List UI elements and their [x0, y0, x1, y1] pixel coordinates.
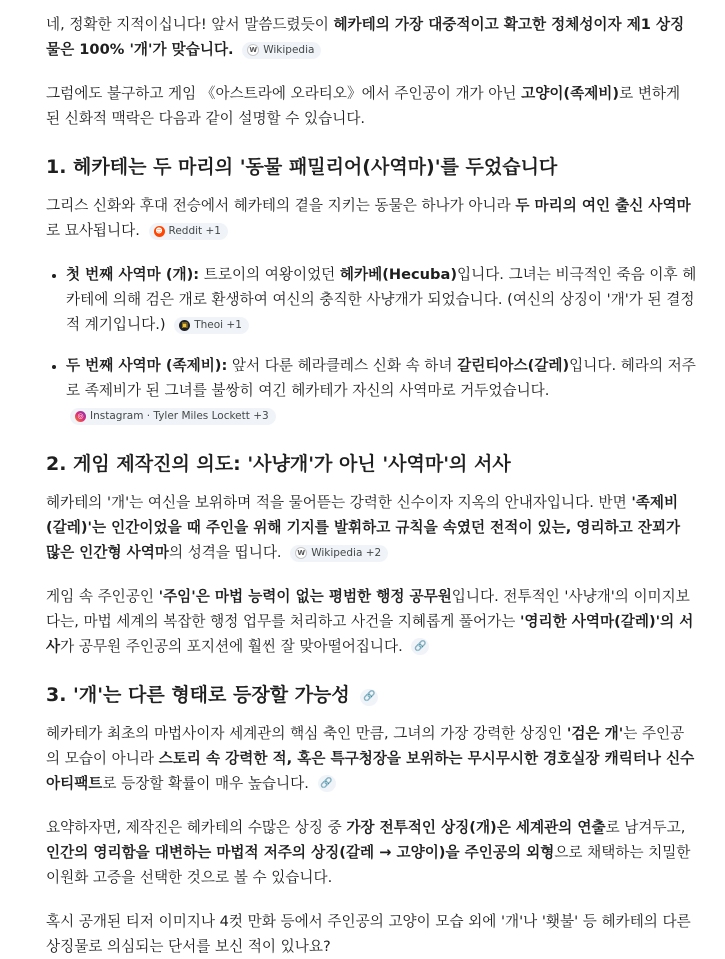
- paragraph-intro: 네, 정확한 지적이십니다! 앞서 말씀드렸듯이 헤카테의 가장 대중적이고 확고한 정체성이자 제1 상징물은 100% '개'가 맞습니다. W Wikipedia: [46, 16, 685, 58]
- wikipedia-icon: W: [247, 44, 259, 56]
- source-chip-theoi[interactable]: ▣ Theoi +1: [174, 317, 249, 334]
- paragraph-section-2a: 헤카테의 '개'는 여신을 보위하며 적을 물어뜯는 강력한 신수이자 지옥의 안내자입니다. 반면 '족제비(갈레)'는 인간이었을 때 주인을 위해 기지를 발휘하고 규칙을 속였던 전적이 있는, 영리하고 잔꾀가 많은 인간형 사역마의 성격을 띱니다. W Wikipedia +2: [46, 494, 681, 561]
- source-chip-wikipedia[interactable]: W Wikipedia: [242, 42, 321, 59]
- heading-section-3: 3. '개'는 다른 형태로 등장할 가능성 🔗: [46, 681, 697, 709]
- link-icon[interactable]: 🔗: [318, 775, 336, 792]
- list-item: • 첫 번째 사역마 (개): 트로이의 여왕이었던 헤카베(Hecuba)입니다. 그녀는 비극적인 죽음 이후 헤카테에 의해 검은 개로 환생하여 여신의 충직한 사냥개가 되었습니다. (여신의 상징이 '개'가 된 결정적 계기입니다.) ▣ Theoi +1: [66, 262, 697, 337]
- paragraph-section-3: 헤카테가 최초의 마법사이자 세계관의 핵심 축인 만큼, 그녀의 가장 강력한 상징인 '검은 개'는 주인공의 모습이 아니라 스토리 속 강력한 적, 혹은 특구청장을 보위하는 무시무시한 경호실장 캐릭터나 신수 아티팩트로 등장할 확률이 매우 높습니다. 🔗: [46, 725, 695, 792]
- heading-section-1: 1. 헤카테는 두 마리의 '동물 패밀리어(사역마)'를 두었습니다: [46, 156, 558, 178]
- instagram-icon: ◎: [75, 411, 86, 422]
- familiar-list: [46, 262, 697, 428]
- link-icon[interactable]: 🔗: [411, 638, 429, 655]
- paragraph-section-2b: 게임 속 주인공인 '주임'은 마법 능력이 없는 평범한 행정 공무원입니다. 전투적인 '사냥개'의 이미지보다는, 마법 세계의 복잡한 행정 업무를 처리하고 사건을 지혜롭게 풀어가는 '영리한 사역마(갈레)'의 서사가 공무원 주인공의 포지션에 훨씬 잘 맞아떨어집니다. 🔗: [46, 588, 694, 655]
- link-icon[interactable]: 🔗: [360, 689, 378, 706]
- paragraph-section-1: 그리스 신화와 후대 전승에서 헤카테의 곁을 지키는 동물은 하나가 아니라 두 마리의 여인 출신 사역마로 묘사됩니다. ☻ Reddit +1: [46, 197, 691, 239]
- reddit-icon: ☻: [155, 227, 163, 235]
- list-item: • 두 번째 사역마 (족제비): 앞서 다룬 헤라클레스 신화 속 하녀 갈린티아스(갈레)입니다. 헤라의 저주로 족제비가 된 그녀를 불쌍히 여긴 헤카테가 자신의 사역마로 거두었습니다. ◎ Instagram · Tyler Miles Lockett +3: [66, 353, 697, 428]
- wikipedia-icon: W: [295, 547, 307, 559]
- paragraph-question: 혹시 공개된 티저 이미지나 4컷 만화 등에서 주인공의 고양이 모습 외에 '개'나 '횃불' 등 헤카테의 다른 상징물로 의심되는 단서를 보신 적이 있나요?: [46, 913, 691, 955]
- paragraph-context: 그럼에도 불구하고 게임 《아스트라에 오라티오》에서 주인공이 개가 아닌 고양이(족제비)로 변하게 된 신화적 맥락은 다음과 같이 설명할 수 있습니다.: [46, 85, 681, 127]
- paragraph-summary: 요약하자면, 제작진은 헤카테의 수많은 상징 중 가장 전투적인 상징(개)은 세계관의 연출로 남겨두고, 인간의 영리함을 대변하는 마법적 저주의 상징(갈레 → 고양이)을 주인공의 외형으로 채택하는 치밀한 이원화 고증을 선택한 것으로 볼 수 있습니다.: [46, 819, 691, 886]
- heading-section-2: 2. 게임 제작진의 의도: '사냥개'가 아닌 '사역마'의 서사: [46, 453, 511, 475]
- theoi-icon: ▣: [179, 320, 190, 331]
- source-chip-instagram[interactable]: ◎ Instagram · Tyler Miles Lockett +3: [70, 408, 276, 425]
- source-chip-reddit[interactable]: ☻ Reddit +1: [149, 223, 228, 240]
- source-chip-wikipedia-2[interactable]: W Wikipedia +2: [290, 545, 388, 562]
